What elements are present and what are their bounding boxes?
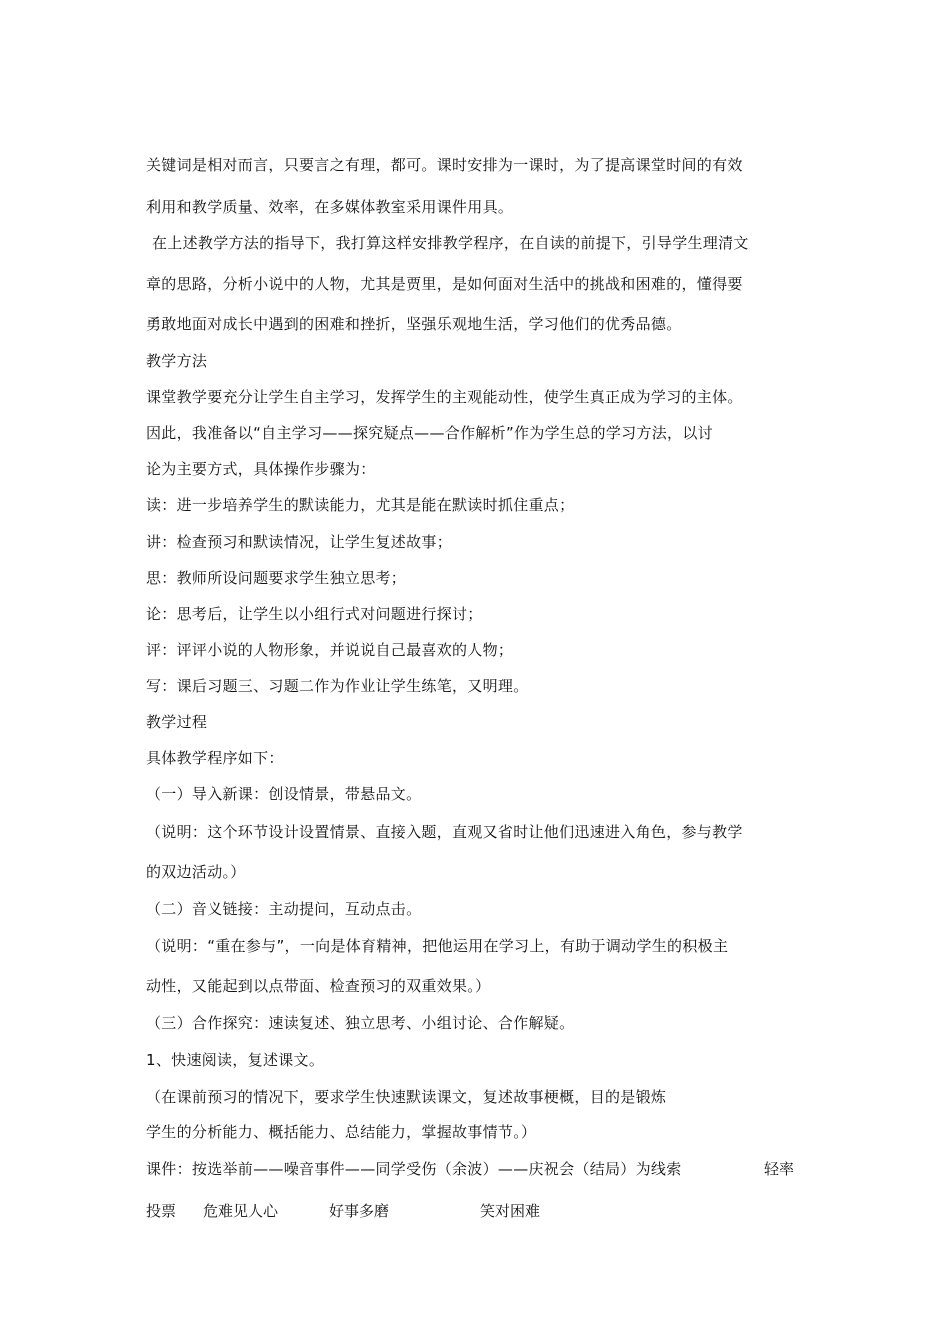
paragraph-line: 在上述教学方法的指导下，我打算这样安排教学程序，在自读的前提下，引导学生理清文: [152, 234, 749, 252]
paragraph-line: 的双边活动。）: [146, 863, 246, 881]
paragraph-line: 论为主要方式，具体操作步骤为：: [146, 460, 376, 478]
step-heading: （三）合作探究：速读复述、独立思考、小组讨论、合作解疑。: [146, 1014, 575, 1032]
list-item: 读：进一步培养学生的默读能力，尤其是能在默读时抓住重点；: [146, 496, 575, 514]
paragraph-line: （在课前预习的情况下，要求学生快速默读课文，复述故事梗概，目的是锻炼: [146, 1088, 667, 1106]
paragraph-line: 1、快速阅读，复述课文。: [146, 1051, 325, 1069]
list-item: 讲：检查预习和默读情况，让学生复述故事；: [146, 533, 453, 551]
list-item: 思：教师所设问题要求学生独立思考；: [146, 569, 407, 587]
step-heading: （二）音义链接：主动提问，互动点击。: [146, 900, 422, 918]
theme-label: 危难见人心: [203, 1202, 279, 1220]
paragraph-line: 章的思路，分析小说中的人物，尤其是贾里，是如何面对生活中的挑战和困难的，懂得要: [146, 275, 743, 293]
paragraph-line: 课件：按选举前——噪音事件——同学受伤（余波）——庆祝会（结局）为线索: [146, 1160, 682, 1178]
list-item: 论：思考后，让学生以小组行式对问题进行探讨；: [146, 605, 483, 623]
list-item: 评：评评小说的人物形象，并说说自己最喜欢的人物；: [146, 641, 514, 659]
theme-label: 好事多磨: [329, 1202, 390, 1220]
list-item: 写：课后习题三、习题二作为作业让学生练笔，又明理。: [146, 677, 529, 695]
paragraph-line: 学生的分析能力、概括能力、总结能力，掌握故事情节。）: [146, 1123, 537, 1141]
paragraph-line: 动性，又能起到以点带面、检查预习的双重效果。）: [146, 977, 491, 995]
section-heading: 教学过程: [146, 713, 208, 731]
paragraph-line: 利用和教学质量、效率，在多媒体教室采用课件用具。: [146, 198, 514, 216]
paragraph-line: 具体教学程序如下：: [146, 749, 284, 767]
paragraph-line: （说明：这个环节设计设置情景、直接入题，直观又省时让他们迅速进入角色，参与教学: [146, 823, 743, 841]
courseware-tail-text: 轻率: [764, 1160, 795, 1178]
paragraph-line: （说明：“重在参与”，一向是体育精神，把他运用在学习上，有助于调动学生的积极主: [146, 937, 729, 955]
paragraph-line: 课堂教学要充分让学生自主学习，发挥学生的主观能动性，使学生真正成为学习的主体。: [146, 388, 743, 406]
step-heading: （一）导入新课：创设情景，带悬品文。: [146, 785, 422, 803]
paragraph-line: 关键词是相对而言，只要言之有理，都可。课时安排为一课时，为了提高课堂时间的有效: [146, 156, 743, 174]
paragraph-line: 勇敢地面对成长中遇到的困难和挫折，坚强乐观地生活，学习他们的优秀品德。: [146, 315, 682, 333]
section-heading: 教学方法: [146, 352, 208, 370]
theme-label: 投票: [146, 1202, 177, 1220]
theme-label: 笑对困难: [480, 1202, 541, 1220]
paragraph-line: 因此，我准备以“自主学习——探究疑点——合作解析”作为学生总的学习方法，以讨: [146, 424, 713, 442]
